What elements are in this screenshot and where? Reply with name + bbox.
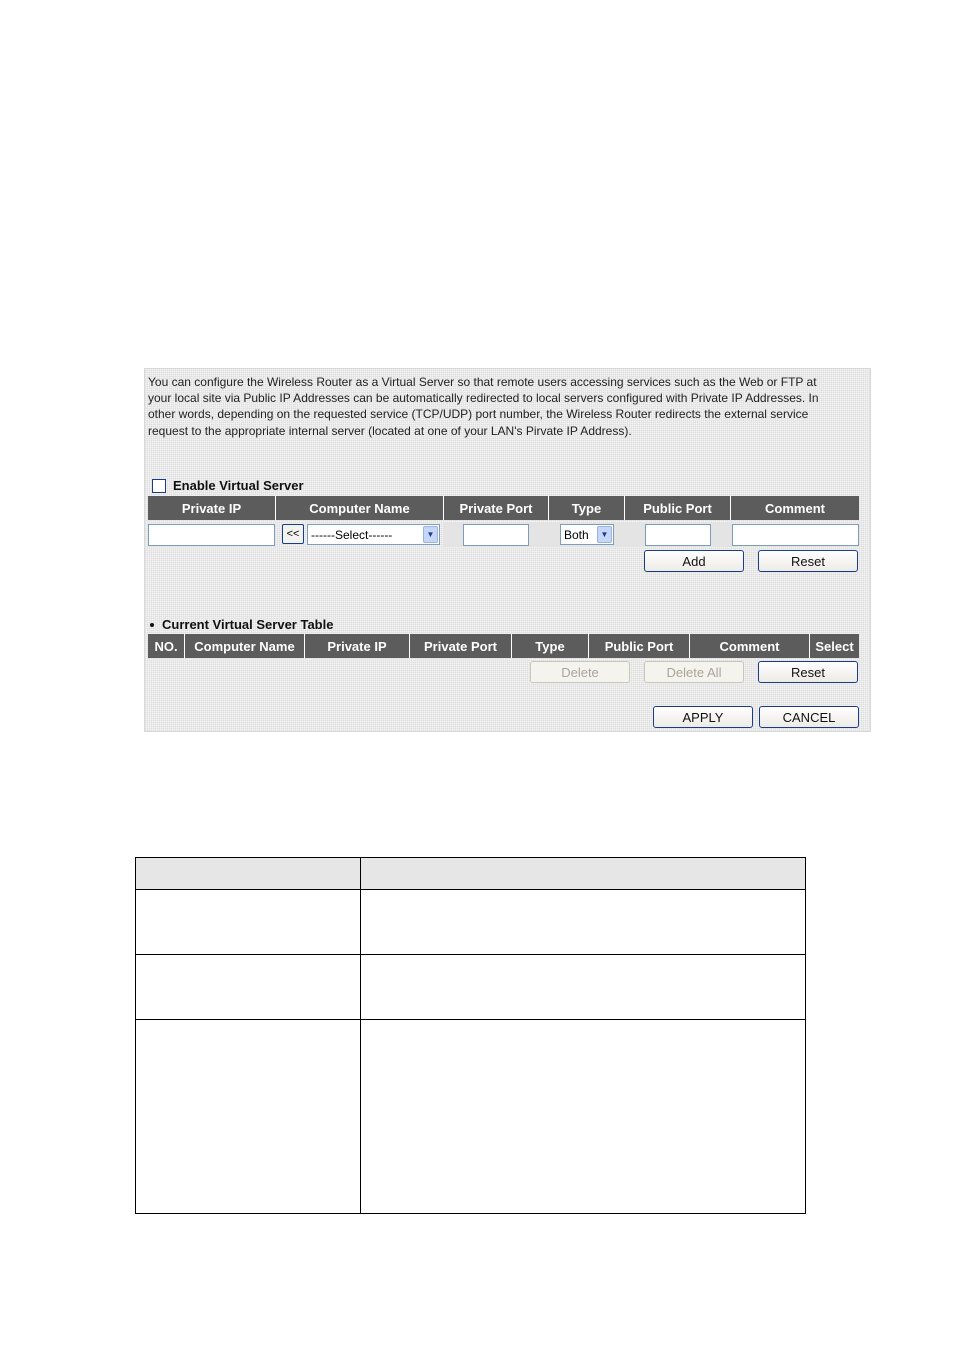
description-table-row — [136, 1020, 806, 1214]
header-private-ip: Private IP — [148, 496, 276, 520]
col-no: NO. — [148, 634, 185, 658]
col-select: Select — [815, 638, 854, 654]
description-cell — [361, 890, 806, 955]
col-private-ip: Private IP — [305, 634, 410, 658]
computer-name-select-value: ------Select------ — [311, 527, 393, 542]
computer-name-select[interactable] — [307, 524, 440, 545]
col-computer-name: Computer Name — [185, 634, 305, 658]
description-table-row — [136, 955, 806, 1020]
chevron-down-icon: ▼ — [423, 526, 438, 543]
enable-virtual-server — [152, 478, 304, 493]
comment-input[interactable] — [732, 524, 859, 546]
description-table-header-row — [136, 858, 806, 890]
private-port-input[interactable] — [463, 524, 529, 546]
description-header-cell — [361, 858, 806, 890]
form-header — [148, 496, 859, 520]
description-cell — [136, 955, 361, 1020]
col-public-port: Public Port — [589, 634, 690, 658]
header-public-port: Public Port — [625, 496, 731, 520]
description-cell — [361, 1020, 806, 1214]
header-computer-name: Computer Name — [276, 496, 444, 520]
col-type: Type — [512, 634, 589, 658]
current-table-title — [150, 617, 333, 632]
bullet-icon — [150, 623, 154, 627]
table-reset-button[interactable]: Reset — [758, 661, 858, 683]
chevron-down-icon: ▼ — [597, 526, 612, 543]
col-private-port: Private Port — [410, 634, 512, 658]
header-private-port: Private Port — [444, 496, 549, 520]
enable-virtual-server-label: Enable Virtual Server — [173, 478, 304, 493]
header-type: Type — [549, 496, 625, 520]
description-table-row — [136, 890, 806, 955]
current-table-title-text: Current Virtual Server Table — [162, 617, 334, 632]
delete-button[interactable]: Delete — [530, 661, 630, 683]
cancel-button[interactable]: CANCEL — [759, 706, 859, 728]
description-cell — [361, 955, 806, 1020]
delete-all-button[interactable]: Delete All — [644, 661, 744, 683]
enable-virtual-server-checkbox[interactable] — [152, 479, 166, 493]
description-cell — [136, 890, 361, 955]
description-header-cell — [136, 858, 361, 890]
form-input-row — [148, 523, 859, 547]
private-ip-input[interactable] — [148, 524, 275, 546]
reset-button[interactable]: Reset — [758, 550, 858, 572]
col-comment: Comment — [690, 634, 810, 658]
virtual-server-panel — [144, 368, 871, 732]
intro-text: You can configure the Wireless Router as a Virtual Server so that remote users accessing services such as the Web or FTP at your local site via Public IP Addresses can be automatically redirected to local servers configured with Private IP Addresses. In other words, depending on the requested service (TCP/UDP) port number, the Wireless Router redirects the external service request to the appropriate internal server (located at one of your LAN's Pirvate IP Address). — [148, 375, 819, 438]
apply-button[interactable]: APPLY — [653, 706, 753, 728]
copy-computer-button[interactable]: << — [282, 524, 304, 544]
description-table — [135, 857, 806, 1214]
type-select-value: Both — [564, 527, 589, 542]
public-port-input[interactable] — [645, 524, 711, 546]
current-table-header — [148, 634, 859, 658]
description-cell — [136, 1020, 361, 1214]
add-button[interactable]: Add — [644, 550, 744, 572]
header-comment: Comment — [765, 500, 825, 516]
type-select[interactable] — [560, 524, 614, 545]
